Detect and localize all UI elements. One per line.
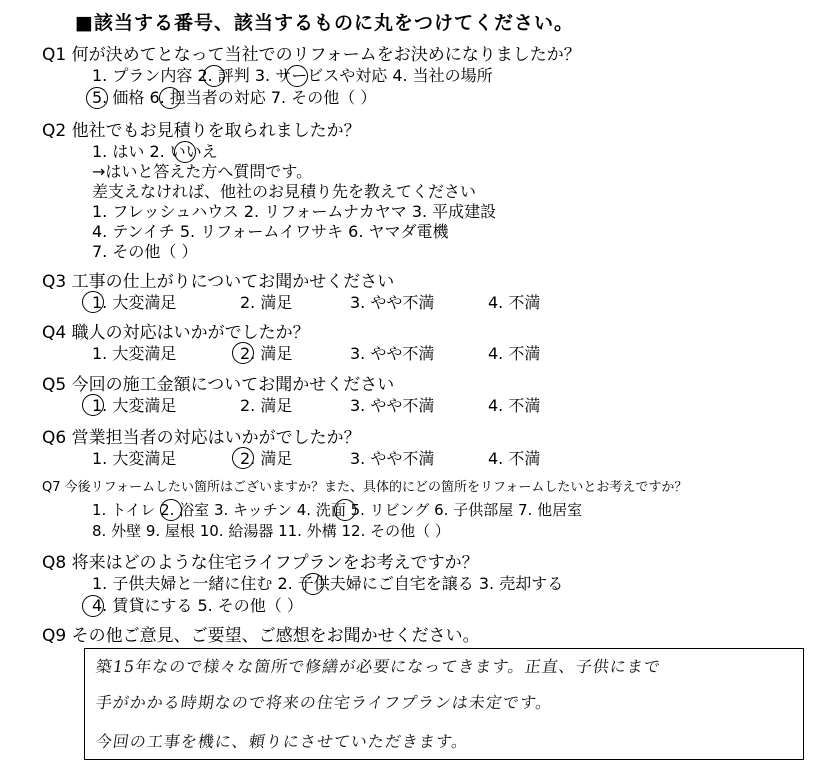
q2-question: Q2 他社でもお見積りを取られましたか？: [42, 121, 361, 141]
q4-option-2: 2. 満足: [240, 344, 293, 363]
q6-option-2: 2. 満足: [240, 449, 293, 468]
q7-answer-circle-4: [334, 499, 356, 521]
q2-answer-circle-2: [174, 141, 196, 163]
q5-question: Q5 今回の施工金額についてお聞かせください: [42, 375, 395, 395]
q6-option-4: 4. 不満: [488, 449, 541, 468]
q2-options-line1: 1. はい 2. いいえ: [92, 142, 218, 161]
q4-option-1: 1. 大変満足: [92, 344, 177, 363]
q2-options-line6: 7. その他（ ）: [92, 242, 198, 261]
q3-option-2: 2. 満足: [240, 293, 293, 312]
q3-option-4: 4. 不満: [488, 293, 541, 312]
q2-followup-prompt: 差支えなければ、他社のお見積り先を教えてください: [92, 182, 477, 201]
q7-answer-circle-2: [160, 499, 182, 521]
q4-option-4: 4. 不満: [488, 344, 541, 363]
q9-question: Q9 その他ご意見、ご要望、ご感想をお聞かせください。: [42, 626, 480, 646]
q6-option-3: 3. やや不満: [350, 449, 435, 468]
q7-options-line1: 1. トイレ 2. 浴室 3. キッチン 4. 洗面 5. リビング 6. 子供部屋 7. 他居室: [92, 501, 583, 519]
q2-options-line4: 1. フレッシュハウス 2. リフォームナカヤマ 3. 平成建設: [92, 202, 497, 221]
q9-handwritten-line2: 手がかかる時期なので将来の住宅ライフプランは未定です。: [94, 693, 554, 712]
q1-options-line2: 5. 価格 6. 担当者の対応 7. その他（ ）: [92, 88, 377, 107]
q1-answer-circle-3: [286, 65, 308, 87]
q5-option-2: 2. 満足: [240, 396, 293, 415]
q5-answer-circle-1: [82, 394, 104, 416]
q1-question: Q1 何が決めてとなって当社でのリフォームをお決めになりましたか？: [42, 45, 581, 65]
q8-answer-circle-2: [302, 573, 324, 595]
q8-answer-circle-4: [82, 595, 104, 617]
q1-answer-circle-2: [203, 65, 225, 87]
q2-options-line5: 4. テンイチ 5. リフォームイワサキ 6. ヤマダ電機: [92, 222, 449, 241]
form-header: ■該当する番号、該当するものに丸をつけてください。: [75, 12, 574, 34]
q6-answer-circle-2: [232, 447, 254, 469]
q9-handwritten-line1: 築15年なので様々な箇所で修繕が必要になってきます。正直、子供にまで: [94, 657, 663, 676]
q9-handwritten-line3: 今回の工事を機に、頼りにさせていただきます。: [94, 732, 470, 751]
q3-option-3: 3. やや不満: [350, 293, 435, 312]
q5-option-3: 3. やや不満: [350, 396, 435, 415]
q7-question: Q7 今後リフォームしたい箇所はございますか？また、具体的にどの箇所をリフォームしたいとお考えですか？: [42, 480, 688, 495]
q4-option-3: 3. やや不満: [350, 344, 435, 363]
q5-option-1: 1. 大変満足: [92, 396, 177, 415]
q5-option-4: 4. 不満: [488, 396, 541, 415]
q2-followup-arrow: →はいと答えた方へ質問です。: [92, 162, 313, 181]
q1-options-line1: 1. プラン内容 2. 評判 3. サービスや対応 4. 当社の場所: [92, 66, 493, 85]
q6-option-1: 1. 大変満足: [92, 449, 177, 468]
q4-answer-circle-2: [232, 342, 254, 364]
q3-option-1: 1. 大変満足: [92, 293, 177, 312]
q8-options-line1: 1. 子供夫婦と一緒に住む 2. 子供夫婦にご自宅を譲る 3. 売却する: [92, 574, 564, 593]
q1-answer-circle-6: [159, 87, 181, 109]
q1-answer-circle-5: [86, 87, 108, 109]
q3-question: Q3 工事の仕上がりについてお聞かせください: [42, 272, 395, 292]
q8-question: Q8 将来はどのような住宅ライフプランをお考えですか？: [42, 553, 479, 573]
q8-options-line2: 4. 賃貸にする 5. その他（ ）: [92, 596, 303, 615]
q4-question: Q4 職人の対応はいかがでしたか？: [42, 323, 310, 343]
q7-options-line2: 8. 外壁 9. 屋根 10. 給湯器 11. 外構 12. その他（ ）: [92, 522, 450, 540]
q3-answer-circle-1: [82, 291, 104, 313]
q6-question: Q6 営業担当者の対応はいかがでしたか？: [42, 428, 361, 448]
